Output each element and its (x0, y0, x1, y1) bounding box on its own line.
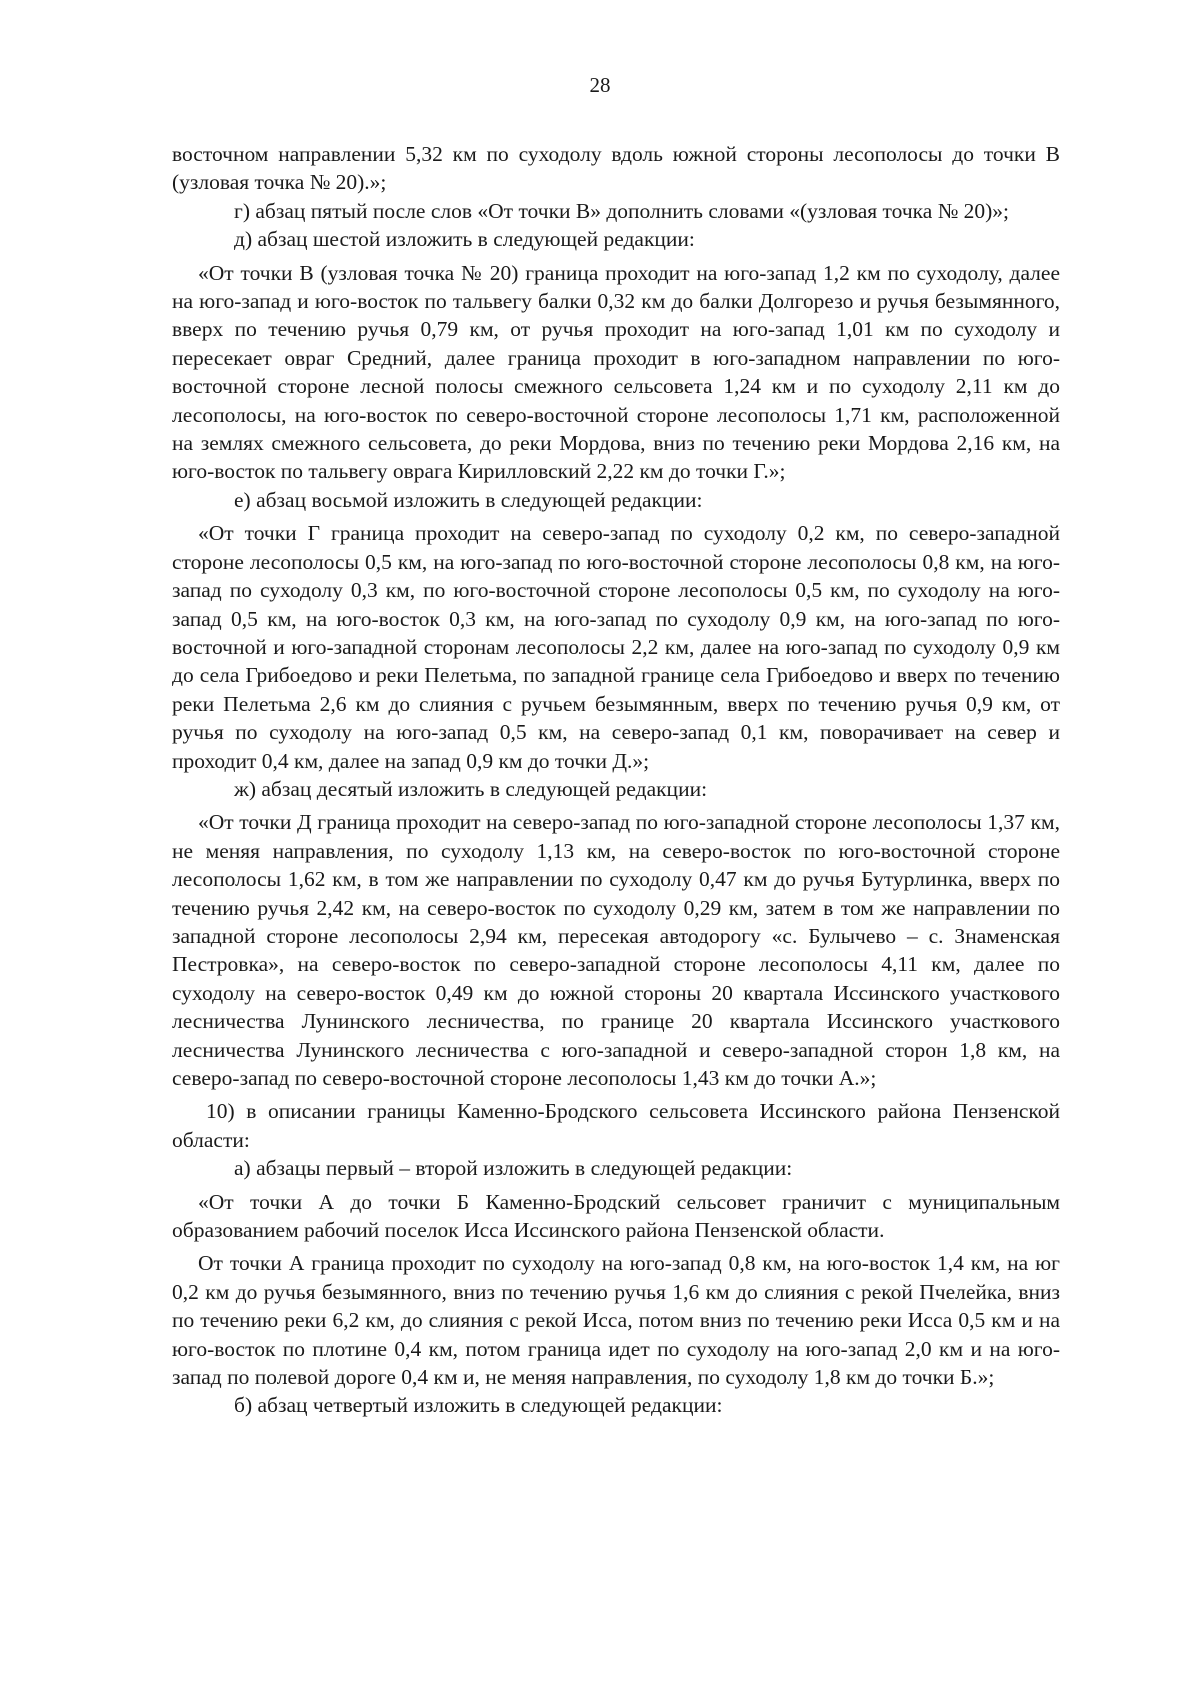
paragraph-item-b: б) абзац четвертый изложить в следующей редакции: (234, 1393, 723, 1418)
paragraph-item-g: г) абзац пятый после слов «От точки В» дополнить словами «(узловая точка № 20)»; (234, 198, 1009, 223)
paragraph-quote-point-v: «От точки В (узловая точка № 20) граница проходит на юго-запад 1,2 км по суходолу, далее на юго-запад и юго-восток по тальвегу балки 0,32 км до балки Долгорезо и ручья безымянного, вверх по течению ручья 0,79 км, от ручья проходит на юго-запад 1,01 км по суходолу и пересекает овраг Средний, далее граница проходит в юго-западном направлении по юго-восточной стороне лесной полосы смежного сельсовета 1,24 км и по суходолу 2,11 км до лесополосы, на юго-восток по северо-восточной стороне лесополосы 1,71 км, расположенной на землях смежного сельсовета, до реки Мордова, вниз по течению реки Мордова 2,16 км, на юго-восток по тальвегу оврага Кирилловский 2,22 км до точки Г.»; (172, 260, 1060, 484)
paragraph-number-10: 10) в описании границы Каменно-Бродского сельсовета Иссинского района Пензенской области: (172, 1099, 1060, 1152)
paragraph-quote-point-a-b: «От точки А до точки Б Каменно-Бродский сельсовет граничит с муниципальным образованием рабочий поселок Исса Иссинского района Пензенской области. (172, 1189, 1060, 1243)
paragraph-item-zh: ж) абзац десятый изложить в следующей редакции: (234, 776, 708, 801)
paragraph-quote-point-d: «От точки Д граница проходит на северо-запад по юго-западной стороне лесополосы 1,37 км, не меняя направления, по суходолу 1,13 км, на северо-восток по юго-восточной стороне лесополосы 1,62 км, в том же направлении по суходолу 0,47 км до ручья Бутурлинка, вверх по течению ручья 2,42 км, на северо-восток по суходолу 0,29 км, затем в том же направлении по западной стороне лесополосы 2,94 км, пересекая автодорогу «с. Булычево – с. Знаменская Пестровка», на северо-восток по северо-западной стороне лесополосы 4,11 км, далее по суходолу на северо-восток 0,49 км до южной стороны 20 квартала Иссинского участкового лесничества Лунинского лесничества, по границе 20 квартала Иссинского участкового лесничества Лунинского лесничества с юго-западной и северо-западной сторон 1,8 км, на северо-запад по северо-восточной стороне лесополосы 1,43 км до точки А.»; (172, 810, 1060, 1090)
paragraph-item-d: д) абзац шестой изложить в следующей редакции: (234, 227, 695, 252)
page-number: 28 (589, 73, 611, 97)
paragraph-quote-point-g: «От точки Г граница проходит на северо-запад по суходолу 0,2 км, по северо-западной стороне лесополосы 0,5 км, на юго-запад по юго-восточной стороне лесополосы 0,8 км, на юго-запад по суходолу 0,3 км, по юго-восточной стороне лесополосы 0,5 км, по суходолу на юго-запад 0,5 км, на юго-восток 0,3 км, на юго-запад по суходолу 0,9 км, на юго-запад по юго-восточной и юго-западной сторонам лесополосы 2,2 км, далее на юго-запад по суходолу 0,9 км до села Грибоедово и реки Пелетьма, по западной границе села Грибоедово и вверх по течению реки Пелетьма 2,6 км до слияния с ручьем безымянным, вверх по течению ручья 0,9 км, от ручья по суходолу на юго-запад 0,5 км, на северо-запад 0,1 км, поворачивает на север и проходит 0,4 км, далее на запад 0,9 км до точки Д.»; (172, 521, 1060, 773)
document-body (172, 140, 1060, 1420)
paragraph-item-e: е) абзац восьмой изложить в следующей редакции: (234, 487, 703, 512)
paragraph-quote-point-a: От точки А граница проходит по суходолу на юго-запад 0,8 км, на юго-восток 1,4 км, на юг 0,2 км до ручья безымянного, вниз по течению ручья 1,6 км до слияния с рекой Пчелейка, вниз по течению реки 6,2 км, до слияния с рекой Исса, потом вниз по течению реки Исса 0,5 км и на юго-восток по плотине 0,4 км, потом граница идет по суходолу на юго-запад 2,0 км и на юго-запад по полевой дороге 0,4 км и, не меняя направления, по суходолу 1,8 км до точки Б.»; (172, 1251, 1060, 1390)
paragraph-item-a: а) абзацы первый – второй изложить в следующей редакции: (234, 1156, 793, 1181)
paragraph-continuation: восточном направлении 5,32 км по суходолу вдоль южной стороны лесополосы до точки В (узловая точка № 20).»; (172, 142, 1060, 195)
